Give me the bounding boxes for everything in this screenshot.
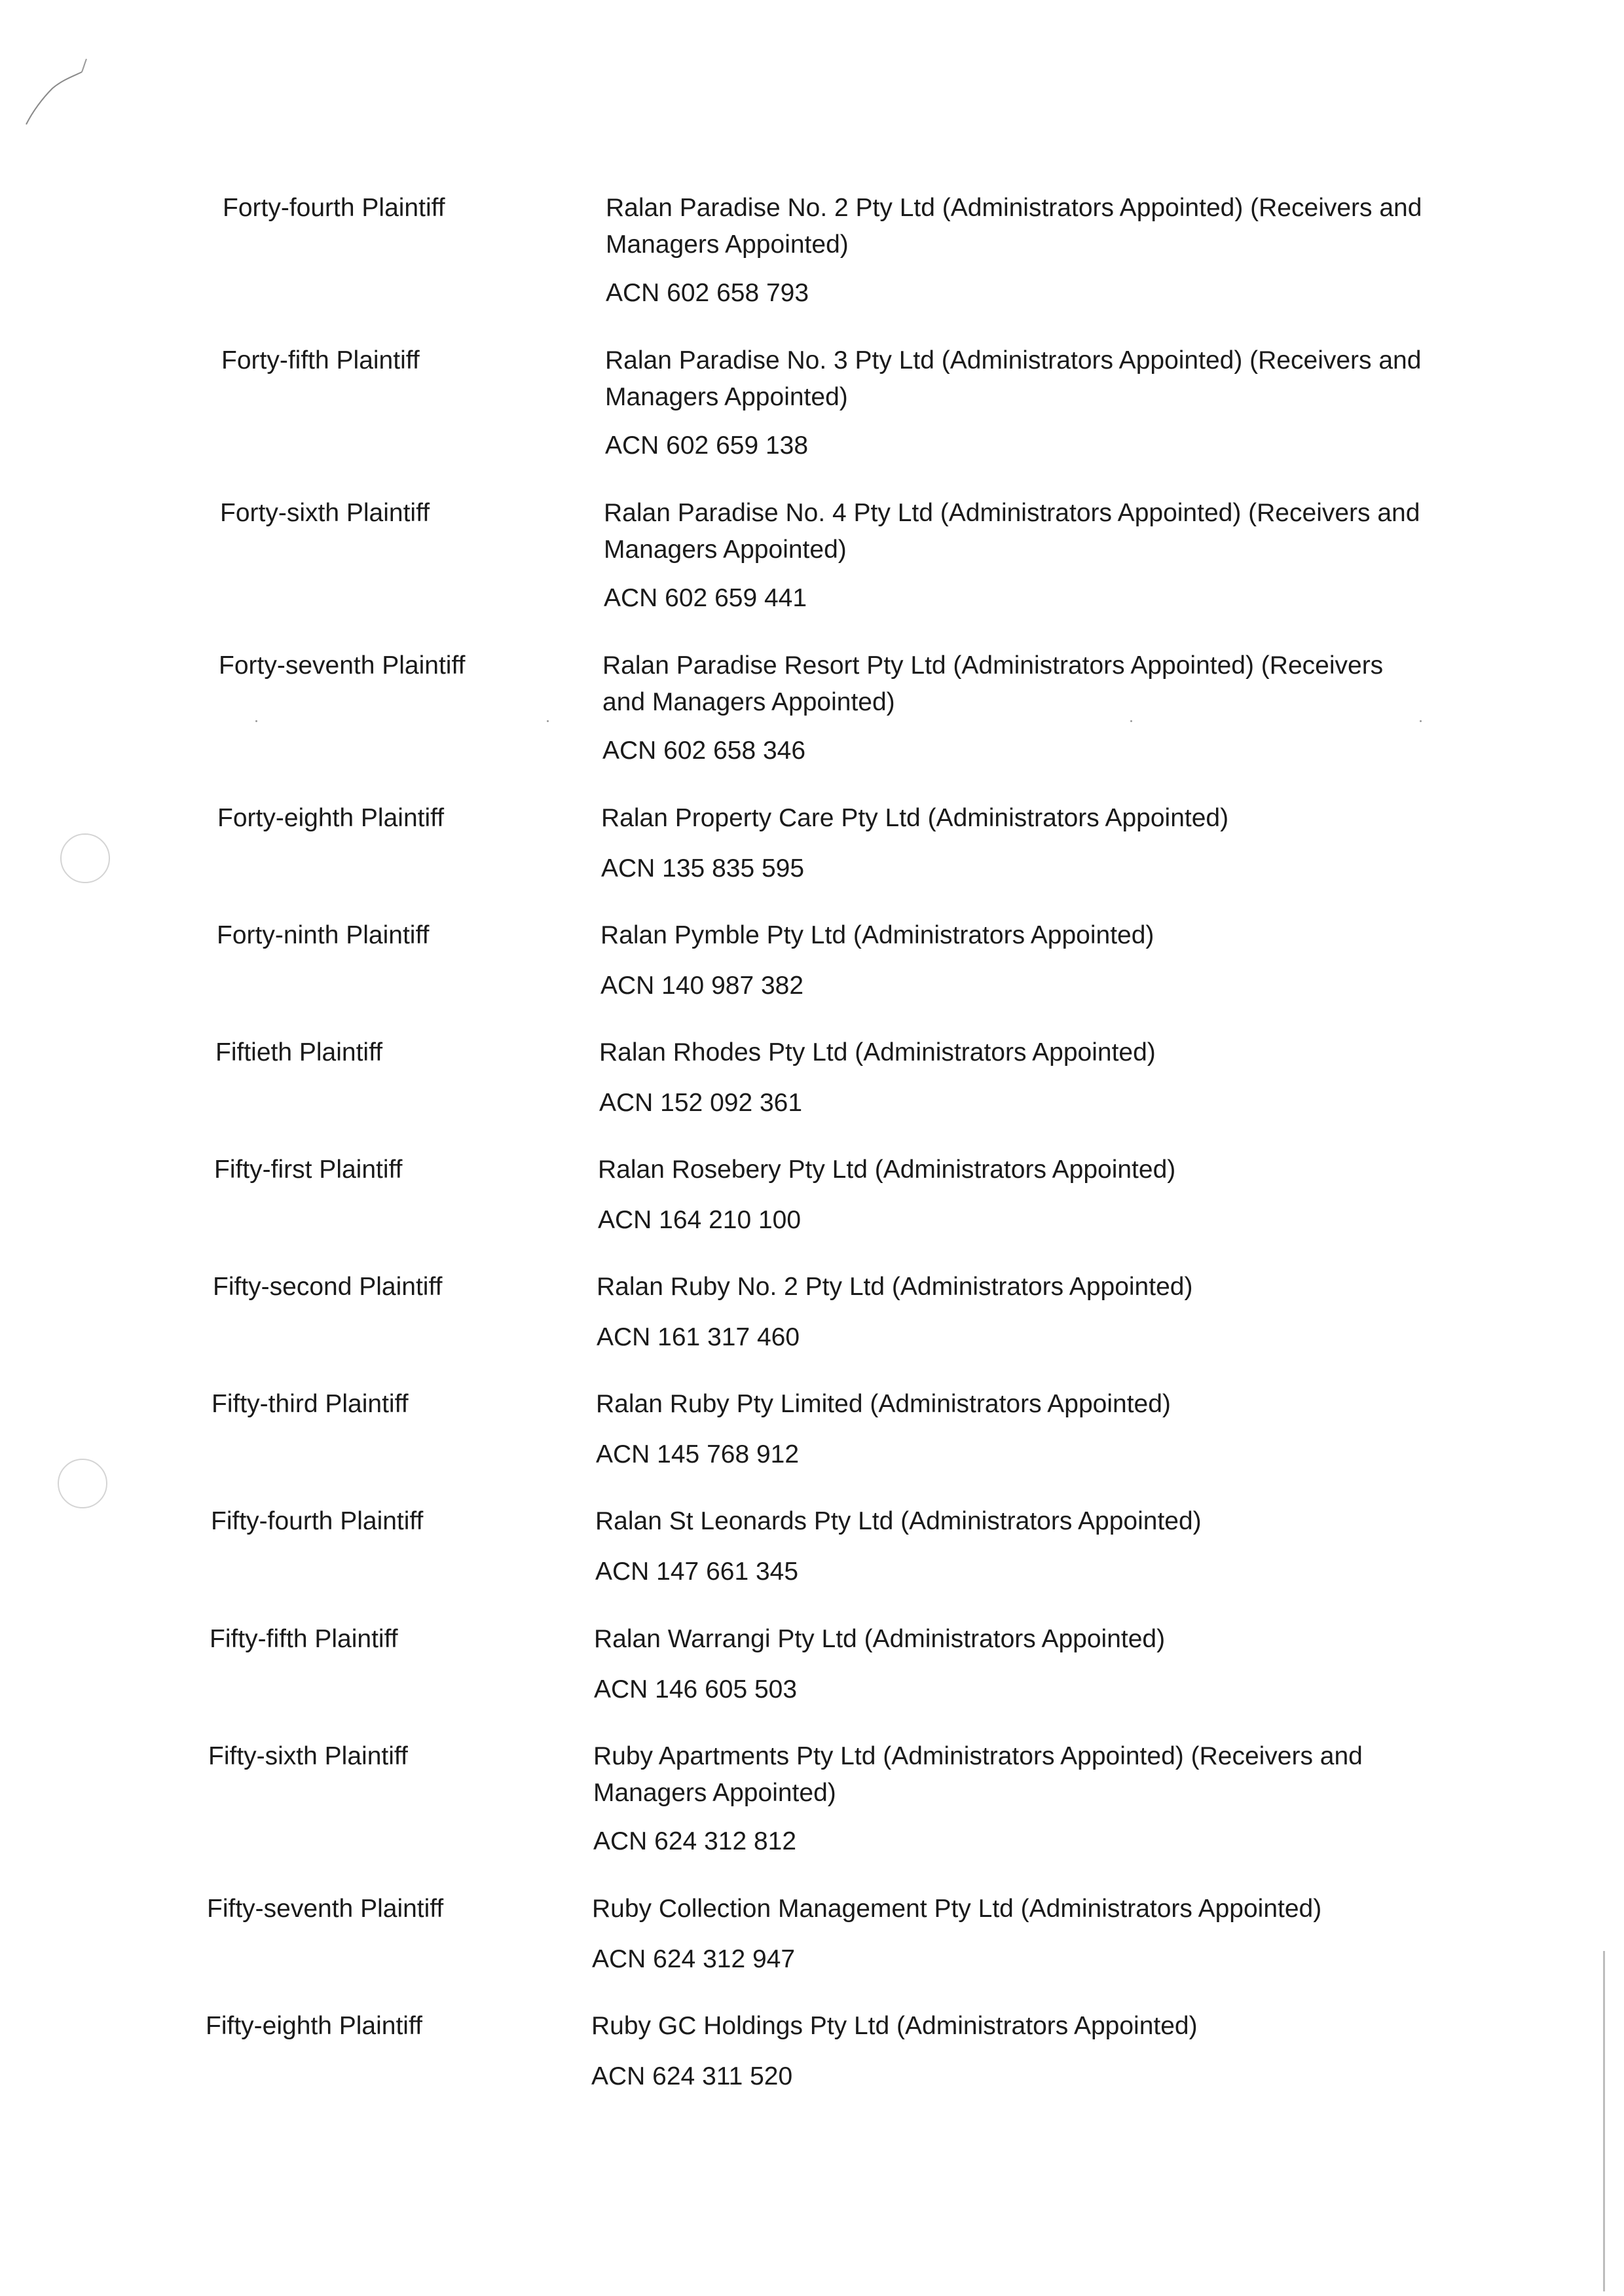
plaintiff-name: Ralan Property Care Pty Ltd (Administrators Appointed)	[601, 804, 1229, 832]
plaintiff-acn: ACN 140 987 382	[600, 972, 804, 1000]
plaintiff-name: Ralan Paradise Resort Pty Ltd (Administrators Appointed) (Receivers and Managers Appointed)	[602, 651, 1384, 716]
plaintiff-name: Ralan Paradise No. 4 Pty Ltd (Administrators Appointed) (Receivers and Managers Appointed)	[604, 499, 1420, 564]
plaintiff-acn: ACN 624 312 947	[592, 1945, 796, 1973]
plaintiff-name: Ralan Warrangi Pty Ltd (Administrators Appointed)	[594, 1625, 1166, 1653]
plaintiff-role: Fifty-first Plaintiff	[214, 1156, 403, 1184]
plaintiff-name: Ralan Paradise No. 2 Pty Ltd (Administrators Appointed) (Receivers and Managers Appointed)	[606, 194, 1422, 259]
plaintiff-acn: ACN 602 658 346	[602, 737, 806, 765]
plaintiff-role: Forty-fourth Plaintiff	[223, 194, 445, 222]
plaintiff-name: Ralan Pymble Pty Ltd (Administrators Appointed)	[600, 921, 1154, 949]
punch-hole-bottom	[58, 1459, 107, 1508]
plaintiff-acn: ACN 135 835 595	[601, 854, 805, 883]
plaintiff-acn: ACN 164 210 100	[598, 1206, 802, 1234]
plaintiff-role: Fifty-eighth Plaintiff	[206, 2012, 422, 2040]
plaintiff-acn: ACN 161 317 460	[597, 1323, 800, 1351]
plaintiff-name: Ralan Rhodes Pty Ltd (Administrators Appointed)	[599, 1038, 1156, 1066]
plaintiff-acn: ACN 624 311 520	[591, 2062, 793, 2090]
punch-hole-top	[60, 833, 110, 883]
pen-mark	[13, 52, 92, 131]
plaintiff-name: Ralan Ruby Pty Limited (Administrators Appointed)	[596, 1390, 1171, 1418]
plaintiff-name: Ralan Ruby No. 2 Pty Ltd (Administrators Appointed)	[597, 1273, 1193, 1301]
plaintiff-name: Ruby Collection Management Pty Ltd (Administrators Appointed)	[592, 1895, 1322, 1923]
plaintiff-role: Forty-eighth Plaintiff	[217, 804, 445, 832]
plaintiff-name: Ralan Rosebery Pty Ltd (Administrators Appointed)	[598, 1156, 1176, 1184]
plaintiff-role: Fifty-sixth Plaintiff	[208, 1742, 408, 1770]
plaintiff-role: Forty-seventh Plaintiff	[219, 651, 466, 680]
plaintiff-acn: ACN 147 661 345	[595, 1558, 799, 1586]
plaintiff-acn: ACN 146 605 503	[594, 1675, 798, 1704]
plaintiff-name: Ralan St Leonards Pty Ltd (Administrators Appointed)	[595, 1507, 1202, 1535]
plaintiff-acn: ACN 145 768 912	[596, 1440, 800, 1468]
scan-speck	[255, 720, 257, 722]
plaintiff-role: Fifty-second Plaintiff	[213, 1273, 443, 1301]
plaintiff-role: Fifty-fifth Plaintiff	[210, 1625, 398, 1653]
plaintiff-name: Ruby Apartments Pty Ltd (Administrators Appointed) (Receivers and Managers Appointed)	[593, 1742, 1363, 1807]
plaintiff-acn: ACN 624 312 812	[593, 1827, 797, 1855]
plaintiff-acn: ACN 152 092 361	[599, 1089, 803, 1117]
plaintiff-name: Ralan Paradise No. 3 Pty Ltd (Administrators Appointed) (Receivers and Managers Appointed)	[605, 346, 1422, 411]
plaintiff-role: Forty-fifth Plaintiff	[221, 346, 420, 374]
plaintiff-acn: ACN 602 658 793	[606, 279, 809, 307]
plaintiff-role: Forty-ninth Plaintiff	[217, 921, 430, 949]
scan-speck	[547, 720, 549, 722]
plaintiff-acn: ACN 602 659 138	[605, 431, 809, 460]
plaintiff-role: Fiftieth Plaintiff	[215, 1038, 383, 1066]
page-edge-line	[1603, 1951, 1605, 2291]
plaintiff-role: Fifty-fourth Plaintiff	[211, 1507, 424, 1535]
plaintiff-acn: ACN 602 659 441	[604, 584, 807, 612]
plaintiff-role: Fifty-third Plaintiff	[212, 1390, 409, 1418]
plaintiff-name: Ruby GC Holdings Pty Ltd (Administrators Appointed)	[591, 2012, 1198, 2040]
plaintiff-role: Fifty-seventh Plaintiff	[207, 1895, 444, 1923]
plaintiff-role: Forty-sixth Plaintiff	[220, 499, 430, 527]
